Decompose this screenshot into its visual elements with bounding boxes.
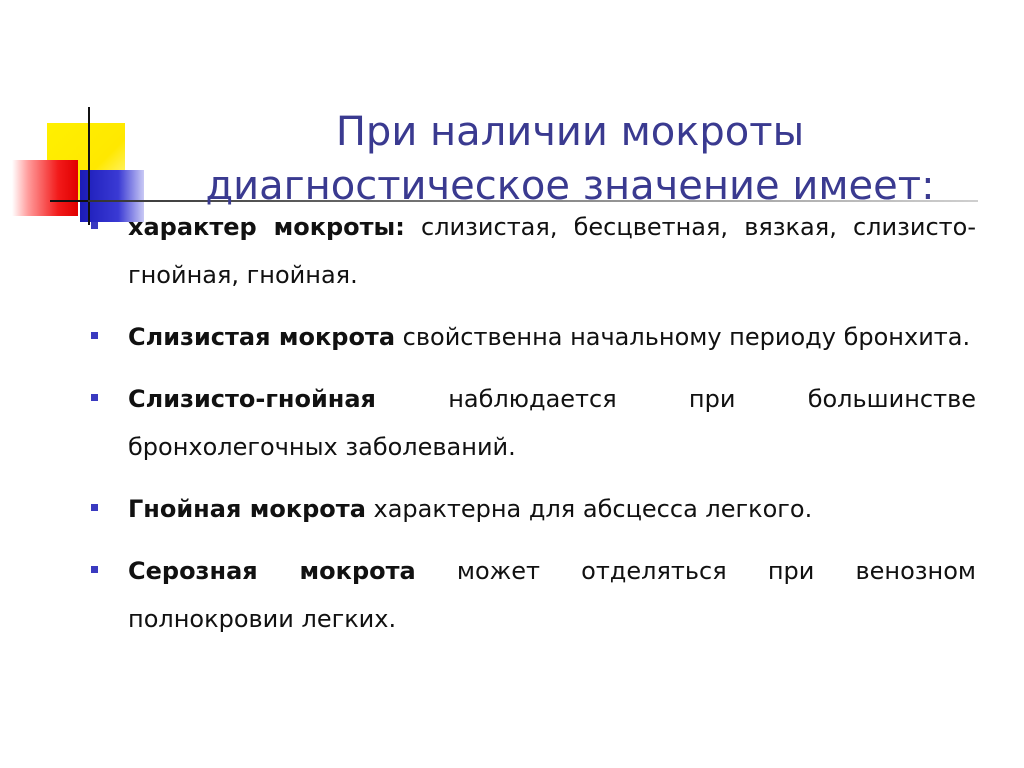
list-item	[88, 375, 976, 471]
bullet-list	[88, 203, 976, 657]
list-item	[88, 203, 976, 299]
item-text: свойственна начальному периоду бронхита.	[395, 323, 971, 351]
list-item	[88, 485, 976, 533]
slide-title	[180, 105, 960, 213]
square-bullet-icon	[91, 504, 98, 511]
item-bold-term: Слизистая мокрота	[128, 323, 396, 351]
title-line-2: диагностическое значение имеет:	[205, 162, 935, 209]
list-item	[88, 547, 976, 643]
decor-red-square	[12, 160, 78, 216]
square-bullet-icon	[91, 332, 98, 339]
item-bold-term: Гнойная мокрота	[128, 495, 366, 523]
item-text: может отделяться при венозном полнокровии легких.	[128, 557, 976, 633]
item-text: слизистая, бесцветная, вязкая, слизисто-гнойная, гнойная.	[128, 213, 976, 289]
list-item	[88, 313, 976, 361]
item-text: характерна для абсцесса легкого.	[365, 495, 813, 523]
square-bullet-icon	[91, 394, 98, 401]
item-bold-term: Слизисто-гнойная	[128, 385, 376, 413]
title-line-1: При наличии мокроты	[335, 108, 805, 155]
item-text: наблюдается при большинстве бронхолегочных заболеваний.	[128, 385, 976, 461]
square-bullet-icon	[91, 566, 98, 573]
square-bullet-icon	[91, 222, 98, 229]
item-bold-term: характер мокроты:	[128, 213, 405, 241]
item-bold-term: Серозная мокрота	[128, 557, 416, 585]
